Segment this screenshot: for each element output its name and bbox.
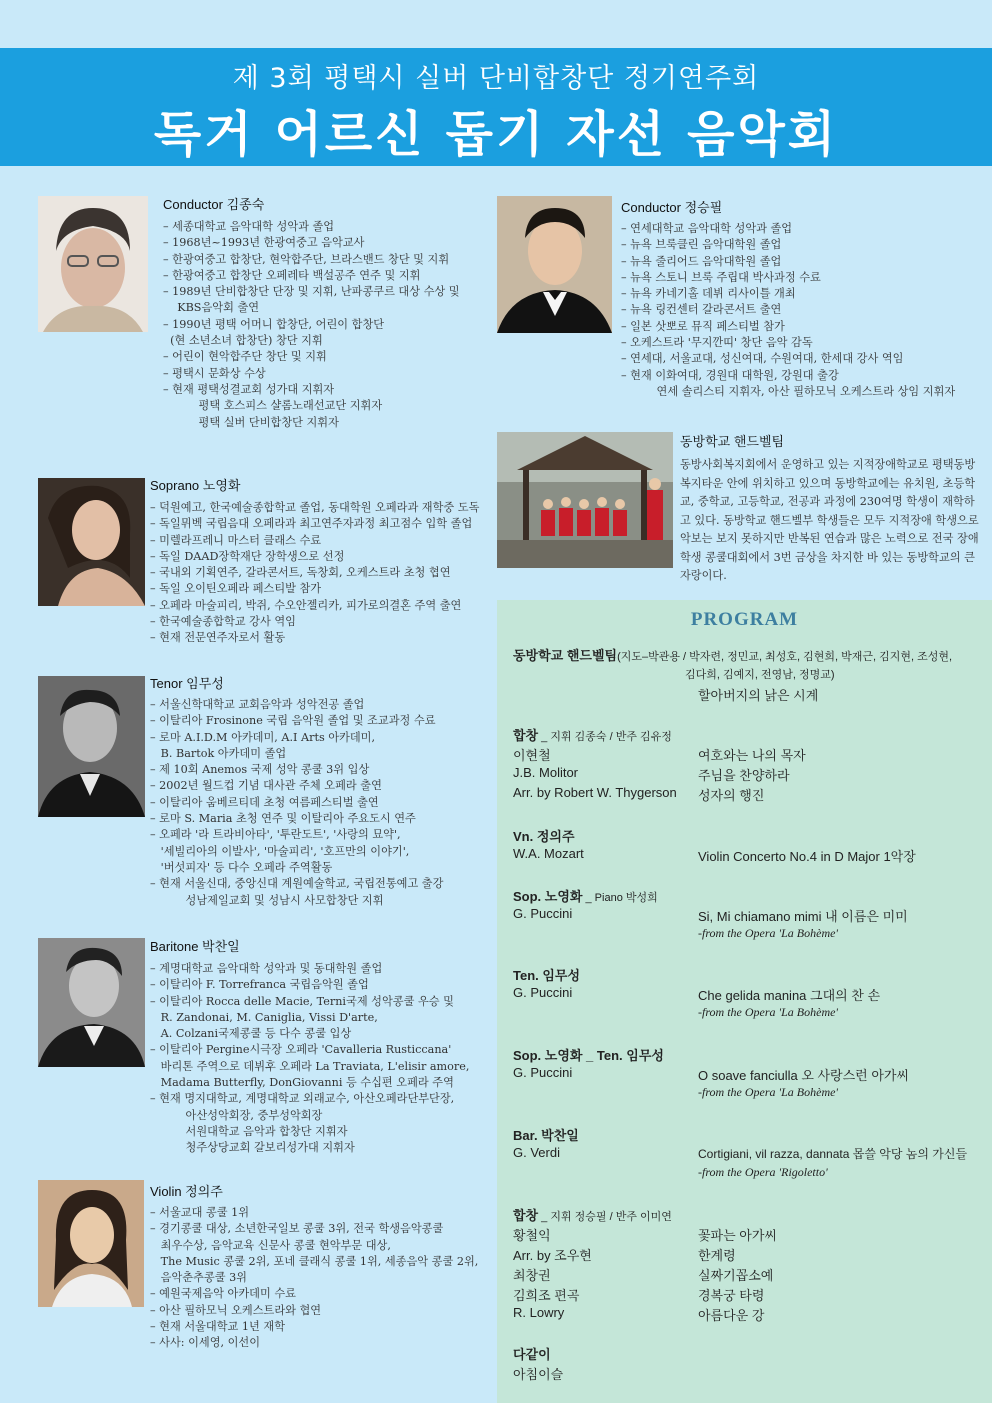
concert-title: 독거 어르신 돕기 자선 음악회 [153,106,839,163]
bio-line: – 오케스트라 '무지깐띠' 창단 음악 감독 [621,336,813,350]
tenor-program-title: Ten. 임무성 [513,968,581,983]
baritone-program-title: Bar. 박찬일 [513,1128,579,1143]
chorus2-detail: _ 지휘 정승필 / 반주 이미연 [538,1211,672,1223]
chorus1-piece-1: 여호와는 나의 목자 [698,748,806,763]
bio-line: – 한광여중고 합창단 오페레타 백설공주 연주 및 지휘 [163,268,421,282]
finale-title: 다같이 [513,1347,551,1362]
chorus2-piece-1: 꽃파는 아가씨 [698,1228,777,1243]
bio-line: – 뉴욕 링컨센터 갈라콘서트 출연 [621,303,782,317]
duet-program-title: Sop. 노영화 _ Ten. 임무성 [513,1048,664,1063]
soprano-program-heading [513,886,658,905]
bio-line: Madama Butterfly, DonGiovanni 등 수십편 오페라 주역 [150,1076,454,1090]
soprano-composer: G. Puccini [513,906,573,921]
chorus2-piece-2: 한계령 [698,1248,736,1263]
bio-line: – 로마 S. Maria 초청 연주 및 이탈리아 주요도시 연주 [150,812,416,826]
soprano-program-detail: _ Piano 박성희 [582,892,658,904]
handbell-piece: 할아버지의 낡은 시계 [698,688,819,703]
conductor1-name: Conductor 김종숙 [163,197,265,212]
bio-line: – 현재 명지대학교, 계명대학교 외래교수, 아산오페라단부단장, [150,1092,455,1106]
bio-line: – 이탈리아 F. Torrefranca 국립음악원 졸업 [150,978,369,992]
conductor2-bio [621,221,955,400]
bio-line: – 서울신학대학교 교회음악과 성악전공 졸업 [150,698,365,711]
bio-line: – 뉴욕 스토니 브룩 주립대 박사과정 수료 [621,270,821,284]
baritone-name: Baritone 박찬일 [150,939,240,954]
bio-line: '세빌리아의 이발사', '마술피리', '호프만의 이야기', [150,844,410,858]
bio-line: – 현재 평택성결교회 성가대 지휘자 [163,382,335,396]
baritone-bio [150,961,469,1157]
baritone-composer: G. Verdi [513,1145,560,1160]
handbell-description: 동방사회복지회에서 운영하고 있는 지적장애학교로 평택동방복지타운 안에 위치하고 있으며 동방학교에는 유치원, 초등학교, 중학교, 고등학교, 전공과 과정에 230여명 학생이 재학하고 있다. 동방학교 핸드벨부 학생들은 모두 지적장애 학생으로 악보는 보지 못하지만 반복된 연습과 많은 노력으로 전국 장애학생 콩쿨대회에서 3번 금상을 차지한 바 있는 동방학교의 큰 자랑이다. [680,458,979,582]
bio-line: 최우수상, 음악교육 신문사 콩쿨 현악부문 대상, [150,1238,391,1252]
bio-line: – 아산 필하모닉 오케스트라와 협연 [150,1303,322,1317]
chorus2-piece-4: 경복궁 타령 [698,1288,765,1303]
duet-opera: -from the Opera 'La Bohème' [698,1085,838,1099]
soprano-program-title: Sop. 노영화 [513,889,583,904]
bio-line: – 연세대, 서울교대, 성신여대, 수원여대, 한세대 강사 역임 [621,352,904,366]
chorus1-piece-3: 성자의 행진 [698,788,765,803]
bio-line: 연세 솔리스티 지휘자, 아산 필하모닉 오케스트라 상임 지휘자 [621,384,956,398]
conductor2-photo [497,196,612,333]
violin-composer: W.A. Mozart [513,846,584,861]
bio-line: – 서울교대 콩쿨 1위 [150,1206,250,1219]
bio-line: 성남제일교회 및 성남시 사모합창단 지휘 [150,893,384,907]
bio-line: – 경기콩쿨 대상, 소년한국일보 콩쿨 3위, 전국 학생음악콩쿨 [150,1222,444,1236]
chorus2-piece-5: 아름다운 강 [698,1308,765,1323]
handbell-members-line1: (지도–박관용 / 박자련, 정민교, 최성호, 김현희, 박재근, 김지현, 조성현, [617,651,953,663]
bio-line: A. Colzani국제콩쿨 등 다수 콩쿨 입상 [150,1027,352,1041]
baritone-piece: Cortigiani, vil razza, dannata 몹쓸 악당 놈의 가신들 [698,1147,968,1161]
header-banner [0,48,992,166]
handbell-photo [497,432,673,568]
bio-line: – 국내외 기획연주, 갈라콘서트, 독창회, 오케스트라 초청 협연 [150,566,451,580]
bio-line: – 현재 전문연주자로서 활동 [150,631,286,645]
chorus2-composer-5: R. Lowry [513,1305,565,1320]
chorus1-heading [513,725,672,744]
chorus1-composer-3: Arr. by Robert W. Thygerson [513,785,677,800]
tenor-composer: G. Puccini [513,985,573,1000]
bio-line: – 한국예술종합학교 강사 역임 [150,615,296,629]
bio-line: – 일본 삿뽀로 뮤직 페스티벌 참가 [621,319,785,333]
bio-line: 음악춘추콩쿨 3위 [150,1271,247,1285]
bio-line: – 2002년 월드컵 기념 대사관 주체 오페라 출연 [150,779,382,793]
violin-photo [38,1180,144,1307]
bio-line: – 1990년 평택 어머니 합창단, 어린이 합창단 [163,317,385,331]
bio-line: – 어린이 현악합주단 창단 및 지휘 [163,350,327,364]
program-title: PROGRAM [690,609,799,630]
tenor-name: Tenor 임무성 [150,676,224,691]
chorus2-heading [513,1205,672,1224]
soprano-opera: -from the Opera 'La Bohème' [698,926,838,940]
bio-line: 평택 호스피스 샬롬노래선교단 지휘자 [163,399,383,413]
bio-line: – 덕원예고, 한국예술종합학교 졸업, 동대학원 오페라과 재학중 도독 [150,501,480,514]
duet-piece: O soave fanciulla 오 사랑스런 아가씨 [698,1068,910,1083]
bio-line: R. Zandonai, M. Caniglia, Vissi D'arte, [150,1010,378,1024]
bio-line: – 한광여중고 합창단, 현악합주단, 브라스밴드 창단 및 지휘 [163,252,450,266]
bio-line: 서원대학교 음악과 합창단 지휘자 [150,1124,348,1138]
chorus2-piece-3: 실짜기꼽소예 [698,1268,774,1283]
bio-line: – 독일뮈벡 국립음대 오페라과 최고연주자과정 최고점수 입학 졸업 [150,517,473,531]
chorus2-title: 합창 [513,1208,539,1223]
program-handbell-group [513,645,952,664]
chorus1-composer-2: J.B. Molitor [513,765,579,780]
violin-name: Violin 정의주 [150,1184,223,1199]
bio-line: – 세종대학교 음악대학 성악과 졸업 [163,220,335,233]
bio-line: – 제 10회 Anemos 국제 성악 콩쿨 3위 입상 [150,763,370,777]
bio-line: 바리톤 주역으로 데뷔후 오페라 La Traviata, L'elisir amore, [150,1059,470,1073]
bio-line: – 독일 DAAD장학재단 장학생으로 선정 [150,549,345,563]
soprano-piece: Si, Mi chiamano mimi 내 이름은 미미 [698,909,908,924]
bio-line: – 뉴욕 카네기홀 데뷔 리사이틀 개최 [621,287,796,301]
bio-line: – 현재 서울대학교 1년 재학 [150,1320,286,1334]
conductor1-photo [38,196,148,332]
chorus1-piece-2: 주님을 찬양하라 [698,768,790,783]
finale-piece: 아침이슬 [513,1367,564,1382]
bio-line: KBS음악회 출연 [163,301,260,315]
bio-line: – 1989년 단비합창단 단장 및 지휘, 난파콩쿠르 대상 수상 및 [163,285,460,299]
conductor1-bio [163,219,460,431]
soprano-photo [38,478,145,606]
tenor-photo [38,676,145,817]
bio-line: – 뉴욕 브룩클린 음악대학원 졸업 [621,238,782,252]
conductor2-name: Conductor 정승필 [621,200,723,215]
soprano-bio [150,500,479,647]
bio-line: – 평택시 문화상 수상 [163,366,266,380]
tenor-bio [150,697,443,909]
chorus2-composer-4: 김희조 편곡 [513,1288,580,1303]
tenor-piece: Che gelida manina 그대의 찬 손 [698,988,881,1003]
concert-subtitle: 제 3회 평택시 실버 단비합창단 정기연주회 [232,63,760,94]
chorus2-composer-2: Arr. by 조우현 [513,1248,592,1263]
bio-line: – 사사: 이세영, 이선이 [150,1336,261,1350]
violin-bio [150,1205,478,1352]
bio-line: 평택 실버 단비합창단 지휘자 [163,415,339,429]
bio-line: – 계명대학교 음악대학 성악과 및 동대학원 졸업 [150,962,383,975]
handbell-group-label: 동방학교 핸드벨팀 [513,648,618,663]
bio-line: 청주상당교회 갈보리성가대 지휘자 [150,1141,355,1155]
violin-program-title: Vn. 정의주 [513,829,575,844]
chorus2-composer-1: 황철익 [513,1228,551,1243]
bio-line: – 이탈리아 Frosinone 국립 음악원 졸업 및 조교과정 수료 [150,714,436,728]
bio-line: – 뉴욕 줄리어드 음악대학원 졸업 [621,254,782,268]
bio-line: – 이탈리아 Rocca delle Macie, Terni국제 성악콩쿨 우승 및 [150,994,454,1008]
bio-line: – 미렐라프레니 마스터 클래스 수료 [150,533,322,547]
chorus1-composer-1: 이현철 [513,748,551,763]
baritone-opera: -from the Opera 'Rigoletto' [698,1165,828,1179]
duet-composer: G. Puccini [513,1065,573,1080]
bio-line: 아산성악회장, 중부성악회장 [150,1108,323,1122]
handbell-members-line2: 김다희, 김예지, 전영남, 정명교) [685,669,835,681]
chorus1-detail: _ 지휘 김종숙 / 반주 김유정 [538,731,672,743]
bio-line: – 독일 오이틴오페라 페스티발 참가 [150,582,322,596]
bio-line: – 현재 서울신대, 중앙신대 계원예술학교, 국립전통예고 출강 [150,877,444,891]
bio-line: – 현재 이화여대, 경원대 대학원, 강원대 출강 [621,368,839,382]
bio-line: – 1968년~1993년 한광여중고 음악교사 [163,236,365,250]
bio-line: (현 소년소녀 합창단) 창단 지휘 [163,334,323,348]
bio-line: – 연세대학교 음악대학 성악과 졸업 [621,222,793,235]
soprano-name: Soprano 노영화 [150,478,241,493]
bio-line: – 이탈리아 Pergine시극장 오페라 'Cavalleria Rusticcana' [150,1043,452,1057]
tenor-opera: -from the Opera 'La Bohème' [698,1005,838,1019]
baritone-photo [38,938,145,1067]
bio-line: B. Bartok 아카데미 졸업 [150,746,287,760]
bio-line: The Music 콩쿨 2위, 포네 클래식 콩쿨 1위, 세종음악 콩쿨 2위, [150,1254,479,1268]
bio-line: – 예원국제음악 아카데미 수료 [150,1287,296,1301]
bio-line: – 오페라 '라 트라비아타', '투란도트', '사랑의 묘약', [150,828,401,842]
chorus1-title: 합창 [513,728,539,743]
bio-line: '버섯피자' 등 다수 오페라 주역활동 [150,860,333,874]
bio-line: – 로마 A.I.D.M 아카데미, A.I Arts 아카데미, [150,730,376,744]
violin-piece: Violin Concerto No.4 in D Major 1악장 [698,849,916,864]
bio-line: – 이탈리아 움베르티데 초청 여름페스티벌 출연 [150,795,379,809]
chorus2-composer-3: 최창권 [513,1268,551,1283]
bio-line: – 오페라 마술피리, 박쥐, 수오안젤리카, 피가로의결혼 주역 출연 [150,598,462,612]
handbell-name: 동방학교 핸드벨팀 [680,434,785,449]
